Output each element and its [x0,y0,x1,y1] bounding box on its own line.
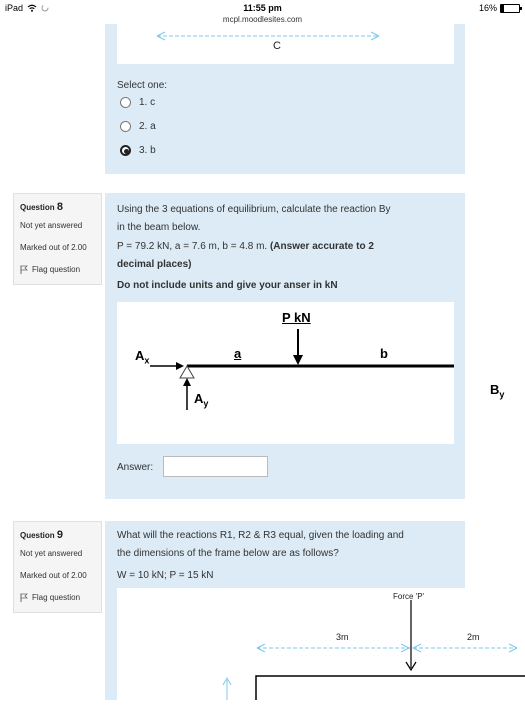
dim-b-label: b [380,346,388,361]
question-9-text-line2: the dimensions of the frame below are as follows? [117,548,339,559]
status-center [0,2,525,26]
answer-label: Answer: [117,462,154,473]
reaction-by-label: $B_y$ [490,382,505,400]
option-1[interactable] [120,97,155,108]
beam-figure [117,302,505,444]
question-number: Question 8 [20,201,64,213]
dim-2m-label: 2m [467,632,480,642]
flag-icon [20,593,28,602]
frame-figure [117,588,525,700]
option-label: 1. c [139,97,156,108]
battery-fill [501,5,504,12]
radio-button[interactable] [120,121,131,132]
device-name: iPad [5,3,24,13]
clock: 11:55 pm [243,3,282,13]
frame-diagram [117,588,525,700]
question-number: Question 9 [20,529,64,541]
option-3[interactable] [120,145,156,156]
page-url: mcpl.moodlesites.com [222,15,303,24]
prev-question-figure [117,24,454,64]
force-p-label: Force 'P' [393,592,425,601]
answer-input[interactable] [163,456,268,477]
question-state: Not yet answered [20,549,83,558]
option-label: 3. b [139,145,156,156]
question-8-text-line2: in the beam below. [117,222,201,233]
battery-percent: 16% [478,3,497,13]
question-8-params: P = 79.2 kN, a = 7.6 m, b = 4.8 m. (Answer accurate to 2 [117,241,374,252]
dim-3m-label: 3m [336,632,349,642]
radio-button-selected[interactable] [120,145,131,156]
question-8-params-cont: decimal places) [117,259,192,270]
reaction-ay-label: $A_y$ [194,391,209,409]
question-grade: Marked out of 2.00 [20,571,87,580]
option-2[interactable] [120,121,156,132]
question-9-text-line1: What will the reactions R1, R2 & R3 equal, given the loading and [117,530,404,541]
question-9-params: W = 10 kN; P = 15 kN [117,570,214,581]
load-p-label: P kN [282,310,311,325]
question-8-instruction: Do not include units and give your anser in kN [117,280,338,291]
flag-icon [20,265,28,274]
reaction-ax-label: $A_x$ [135,348,150,366]
question-grade: Marked out of 2.00 [20,243,87,252]
flag-question-link[interactable]: Flag question [20,593,80,602]
select-one-label: Select one: [117,80,168,91]
question-state: Not yet answered [20,221,83,230]
battery-icon [500,4,520,13]
dim-a-label: a [234,346,242,361]
flag-question-link[interactable]: Flag question [20,265,80,274]
question-8-info [13,193,102,285]
option-label: 2. a [139,121,156,132]
prev-figure-label: C [273,40,281,52]
prev-figure-svg [117,24,454,64]
status-right [479,3,520,13]
radio-button[interactable] [120,97,131,108]
question-9-info [13,521,102,613]
question-8-text-line1: Using the 3 equations of equilibrium, calculate the reaction By [117,204,391,215]
status-bar [0,0,525,24]
